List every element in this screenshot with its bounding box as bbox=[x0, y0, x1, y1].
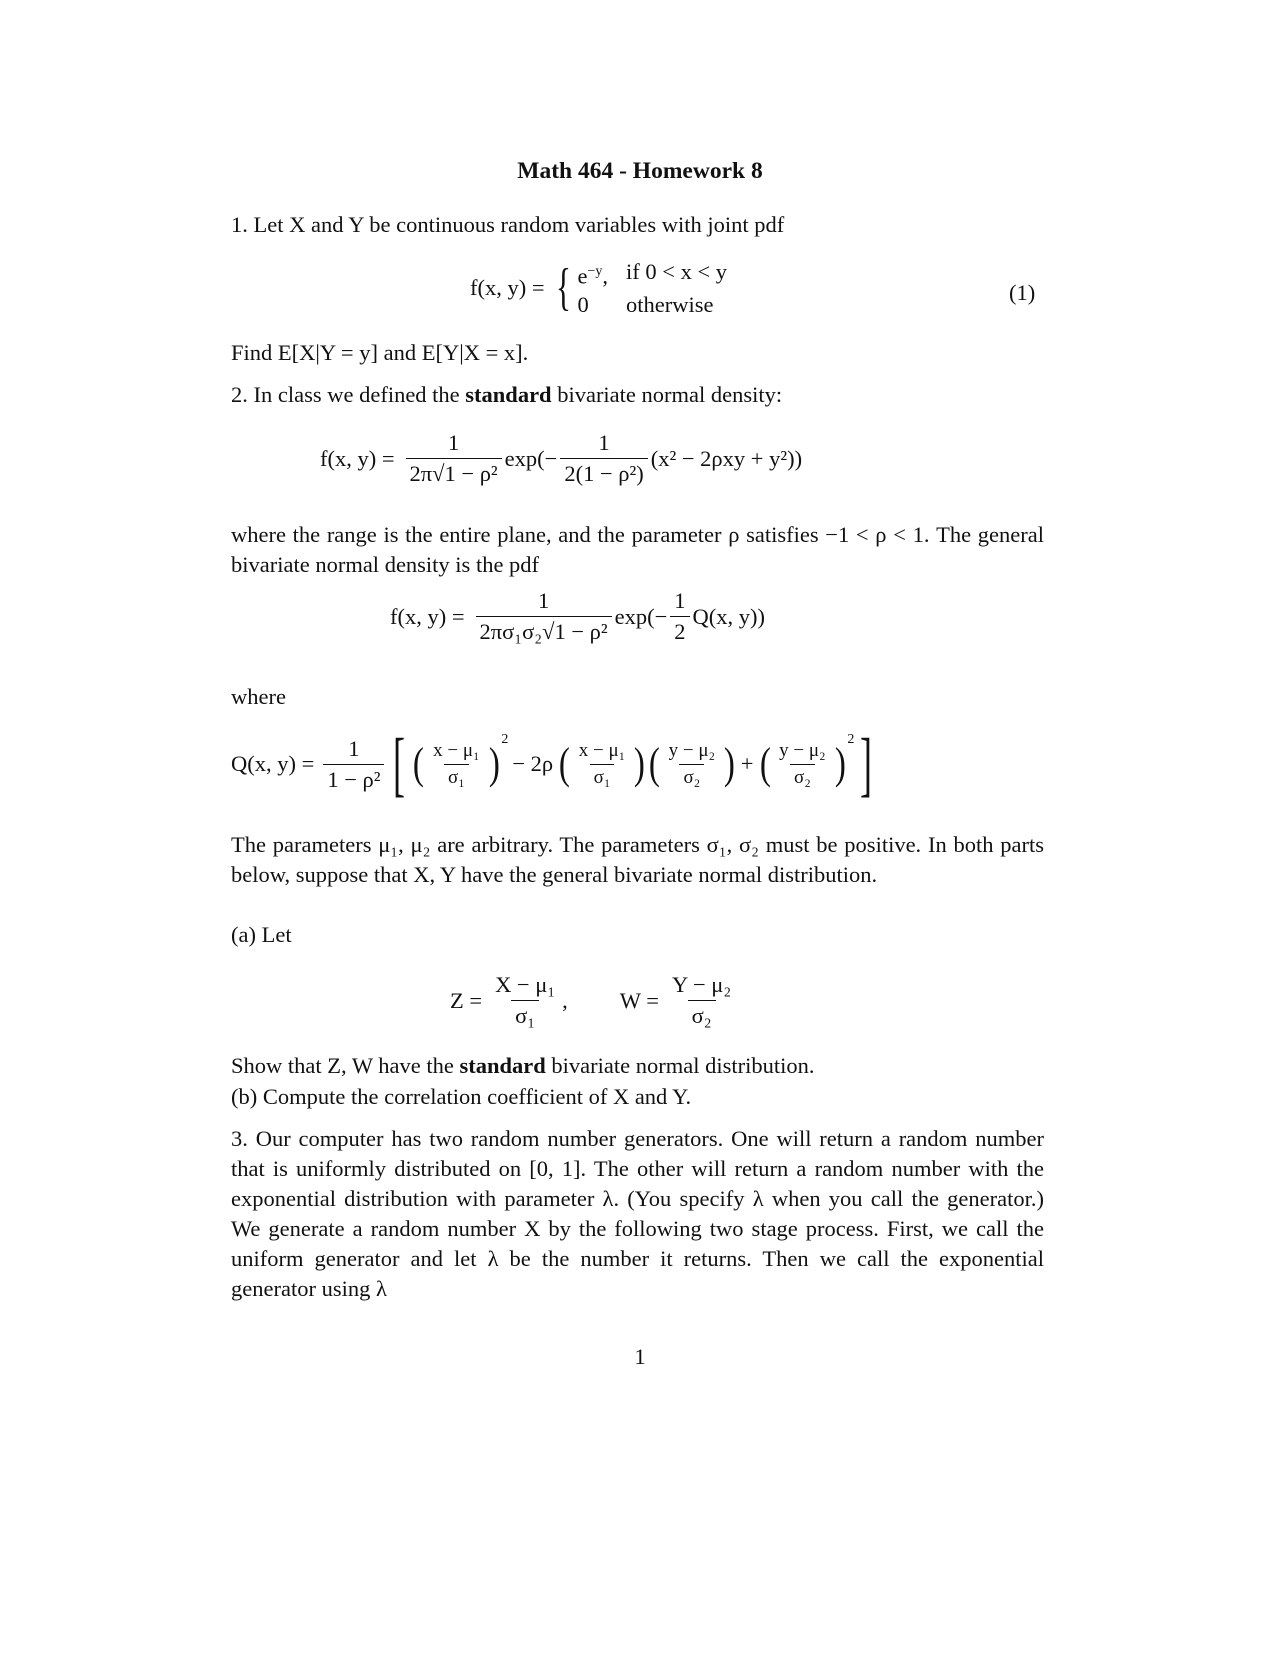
params-paragraph: The parameters μ₁, μ₂ are arbitrary. The parameters σ₁, σ₂ must be positive. In both parts below, suppose that X, Y have the general bivariate normal distribution. bbox=[231, 832, 1044, 887]
equation-number: (1) bbox=[1009, 280, 1036, 305]
problem-2-intro: 2. In class we defined the standard bivariate normal density: bbox=[231, 382, 783, 407]
fraction: $\frac{1}{\text{2(1 − ρ²)}}$ bbox=[560, 430, 647, 487]
show-text: Show that Z, W have the standard bivariate normal distribution. bbox=[231, 1053, 815, 1078]
where-text: where bbox=[231, 684, 286, 709]
fraction: $\frac{\text{y − μ₂}}{\text{σ₂}}$ bbox=[779, 739, 826, 788]
fraction: $\frac{\text{y − μ₂}}{\text{σ₂}}$ bbox=[668, 739, 716, 788]
fraction: $\frac{\text{X − μ₁}}{\text{σ₁}}$ bbox=[495, 972, 556, 1028]
right-bracket: ] bbox=[860, 724, 873, 804]
left-paren: ( bbox=[413, 739, 425, 788]
z-w-definitions: Z = $\frac{\text{X − μ₁}}{\text{σ₁}}$ , W = $\frac{\text{Y − μ₂}}{\text{σ₂}}$ bbox=[450, 972, 738, 1029]
page-title: Math 464 - Homework 8 bbox=[517, 158, 763, 184]
fraction: $\frac{1}{\text{1 − ρ²}}$ bbox=[323, 736, 384, 793]
eq1-lhs: f(x, y) = bbox=[470, 275, 545, 301]
case-2-value: 0 bbox=[577, 291, 589, 317]
right-paren: ) bbox=[834, 739, 846, 788]
fraction: $\frac{1}{\text{2πσ₁σ₂√1 − ρ²}}$ bbox=[476, 588, 612, 645]
part-a: (a) Let bbox=[231, 922, 292, 947]
standard-bold: standard bbox=[459, 1053, 546, 1078]
right-paren: ) bbox=[723, 739, 735, 788]
problem-1-find: Find E[X|Y = y] and E[Y|X = x]. bbox=[231, 340, 529, 365]
standard-bold: standard bbox=[465, 382, 552, 407]
fraction: $\frac{1}{\text{2π√1 − ρ²}}$ bbox=[406, 430, 502, 487]
right-paren: ) bbox=[488, 739, 500, 788]
cases bbox=[578, 258, 728, 319]
square-exp: 2 bbox=[847, 732, 855, 747]
page-number: 1 bbox=[634, 1344, 646, 1369]
case-2-condition: otherwise bbox=[626, 291, 714, 317]
left-paren: ( bbox=[759, 739, 771, 788]
left-bracket: [ bbox=[393, 724, 406, 804]
fraction: $\frac{1}{2}$ bbox=[670, 588, 689, 645]
problem-3-paragraph: 3. Our computer has two random number generators. One will return a random number that is uniformly distributed on [0, 1]. The other will return a random number with the exponential distribution with parameter λ. (You specify λ when you call the generator.) We generate a random number X by the following two stage process. First, we call the uniform generator and let λ be the number it returns. Then we call the exponential generator using λ bbox=[231, 1126, 1044, 1301]
left-paren: ( bbox=[558, 739, 570, 788]
square-exp: 2 bbox=[501, 732, 509, 747]
case-1-condition: if 0 < x < y bbox=[626, 259, 728, 284]
fraction: $\frac{\text{x − μ₁}}{\text{σ₁}}$ bbox=[578, 739, 626, 788]
case-1-value: $e^{-y}$, bbox=[577, 263, 609, 289]
fraction: $\frac{\text{Y − μ₂}}{\text{σ₂}}$ bbox=[671, 972, 732, 1028]
problem-1-intro: 1. Let X and Y be continuous random variables with joint pdf bbox=[231, 212, 785, 237]
standard-density-equation: f(x, y) = $\frac{1}{\text{2π√1 − ρ²}}$ exp(− $\frac{1}{\text{2(1 − ρ²)}}$ (x² − 2ρxy + y²)) bbox=[320, 430, 803, 486]
q-equation: Q(x, y) = $\frac{1}{\text{1 − ρ²}}$ [ ( $\frac{\text{x − μ₁}}{\text{σ₁}}$ ) $^2$ − 2ρ ( $\frac{\text{x − μ₁}}{\text{σ₁}}$ ) ( $\frac{\text{y − μ₂}}{\text{σ₂}}$ ) + ( $\frac{\text{y − μ₂}}{\text{σ₂}}$ ) $^2$ ] bbox=[231, 724, 873, 804]
part-b: (b) Compute the correlation coefficient of X and Y. bbox=[231, 1084, 692, 1109]
right-paren: ) bbox=[634, 739, 646, 788]
general-density-equation: f(x, y) = $\frac{1}{\text{2πσ₁σ₂√1 − ρ²}}$ exp(− $\frac{1}{2}$ Q(x, y)) bbox=[390, 588, 766, 644]
fraction: $\frac{\text{x − μ₁}}{\text{σ₁}}$ bbox=[433, 739, 480, 788]
equation-1 bbox=[470, 258, 727, 319]
range-paragraph: where the range is the entire plane, and the parameter ρ satisfies −1 < ρ < 1. The general bivariate normal density is the pdf bbox=[231, 522, 1044, 577]
left-paren: ( bbox=[648, 739, 660, 788]
left-brace: { bbox=[555, 259, 571, 317]
